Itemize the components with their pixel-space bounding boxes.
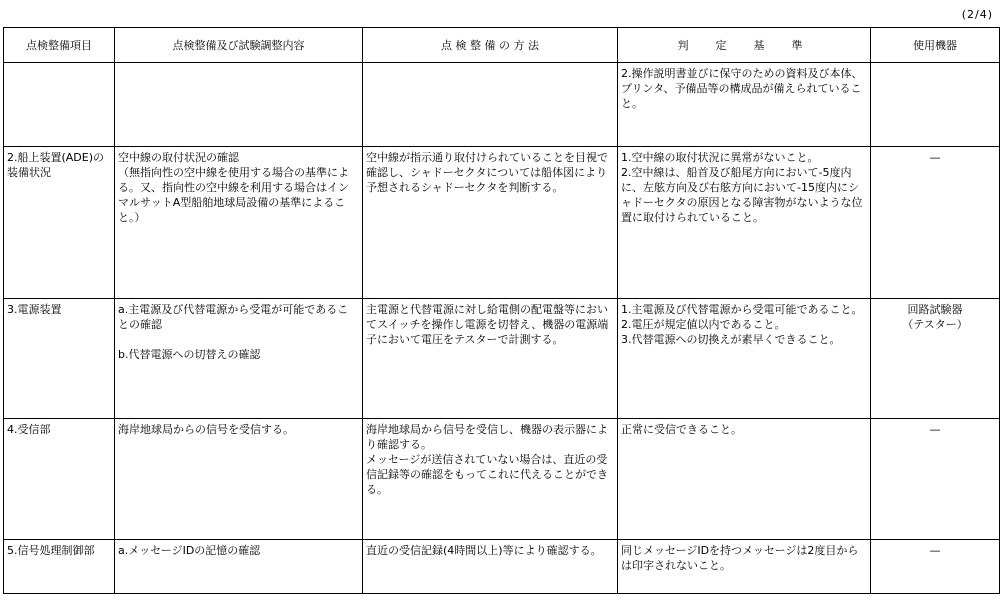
table-row [4,540,1000,594]
cell-equipment: — [871,540,1000,594]
cell-content: a.メッセージIDの記憶の確認 [115,540,363,594]
page-number: (2/4) [961,8,993,21]
cell-equipment [871,63,1000,147]
cell-equipment: 回路試験器 （テスター） [871,299,1000,419]
cell-method: 主電源と代替電源に対し給電側の配電盤等においてスイッチを操作し電源を切替え、機器の電源端子において電圧をテスターで計測する。 [363,299,618,419]
cell-method: 空中線が指示通り取付けられていることを目視で確認し、シャドーセクタについては船体図により予想されるシャドーセクタを判断する。 [363,147,618,299]
cell-method [363,63,618,147]
header-row [4,28,1000,63]
cell-item [4,63,115,147]
cell-item: 5.信号処理制御部 [4,540,115,594]
cell-equipment: — [871,147,1000,299]
cell-content: 海岸地球局からの信号を受信する。 [115,419,363,540]
header-item: 点検整備項目 [4,28,115,63]
table-row [4,63,1000,147]
header-method: 点 検 整 備 の 方 法 [363,28,618,63]
header-equipment: 使用機器 [871,28,1000,63]
cell-method: 直近の受信記録(4時間以上)等により確認する。 [363,540,618,594]
cell-content [115,63,363,147]
cell-criteria: 同じメッセージIDを持つメッセージは2度目からは印字されないこと。 [618,540,871,594]
cell-criteria: 2.操作説明書並びに保守のための資料及び本体、プリンタ、予備品等の構成品が備えられていること。 [618,63,871,147]
cell-content: a.主電源及び代替電源から受電が可能であることの確認 b.代替電源への切替えの確認 [115,299,363,419]
cell-criteria: 1.主電源及び代替電源から受電可能であること。 2.電圧が規定値以内であること。 3.代替電源への切換えが素早くできること。 [618,299,871,419]
table-row [4,299,1000,419]
cell-equipment: — [871,419,1000,540]
cell-criteria: 正常に受信できること。 [618,419,871,540]
cell-content: 空中線の取付状況の確認 （無指向性の空中線を使用する場合の基準による。又、指向性の空中線を利用する場合はインマルサットA型船舶地球局設備の基準によること。） [115,147,363,299]
cell-criteria: 1.空中線の取付状況に異常がないこと。 2.空中線は、船首及び船尾方向において-5度内に、左舷方向及び右舷方向において-15度内にシャドーセクタの原因となる障害物がないような位置に取付けられていること。 [618,147,871,299]
header-criteria: 判 定 基 準 [618,28,871,63]
header-content: 点検整備及び試験調整内容 [115,28,363,63]
cell-method: 海岸地球局から信号を受信し、機器の表示器により確認する。 メッセージが送信されていない場合は、直近の受信記録等の確認をもってこれに代えることができる。 [363,419,618,540]
cell-item: 3.電源装置 [4,299,115,419]
cell-item: 2.船上装置(ADE)の装備状況 [4,147,115,299]
table-row [4,419,1000,540]
cell-item: 4.受信部 [4,419,115,540]
table-row [4,147,1000,299]
inspection-table [3,27,1000,594]
